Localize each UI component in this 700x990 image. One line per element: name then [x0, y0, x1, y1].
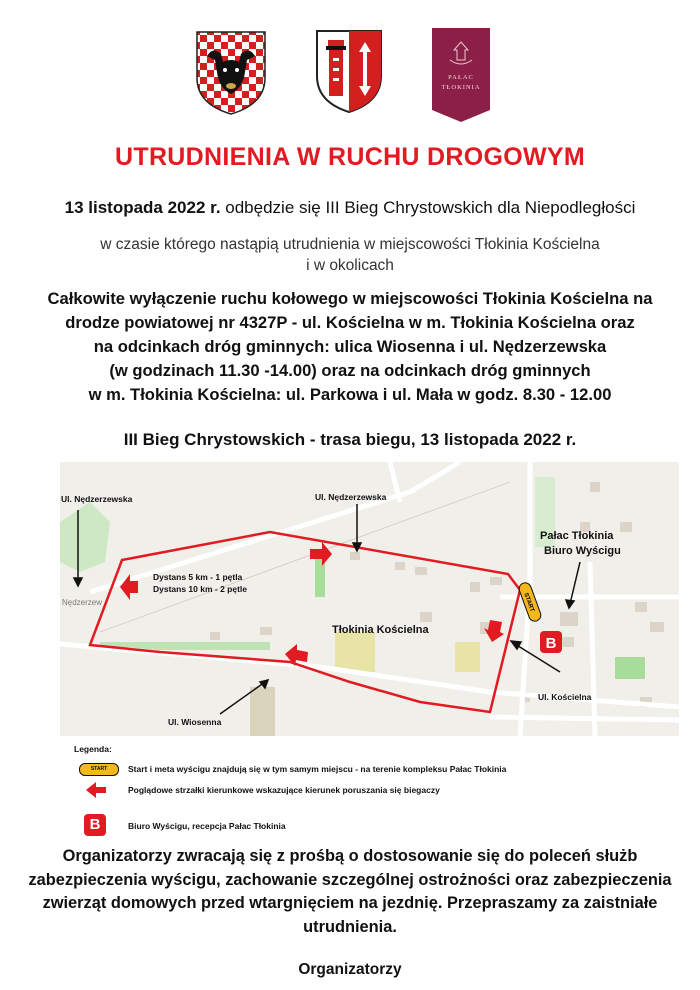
start-marker-label: START: [522, 592, 535, 613]
race-office-badge-letter: B: [545, 635, 557, 652]
intro-date-line: [0, 198, 700, 218]
green-area: [60, 502, 110, 572]
palace-logo: [432, 28, 490, 122]
label-wiosenna: Ul. Wiosenna: [168, 717, 222, 727]
label-distance-5km: Dystans 5 km - 1 pętla: [153, 572, 243, 582]
route-map: [60, 462, 679, 736]
closing-line: Organizatorzy zwracają się z prośbą o dostosowanie się do poleceń służb: [62, 847, 638, 865]
place-nedzerzew: Nędzerzew: [62, 598, 103, 607]
closing-line: zabezpieczenia wyścigu, zachowanie szczególnej ostrożności oraz zabezpieczenia: [28, 870, 672, 889]
closing-line: zwierząt domowych przed wtargnięciem na jezdnię. Przepraszamy za zaistniałe: [42, 894, 658, 912]
rail-line: [100, 482, 510, 632]
legend-item-start: Start i meta wyścigu znajdują się w tym samym miejscu - na terenie kompleksu Pałac Tłokinia: [128, 764, 507, 774]
field-area: [455, 642, 480, 672]
closure-line: na odcinkach dróg gminnych: ulica Wiosenna i ul. Nędzerzewska: [93, 337, 607, 356]
legend-item-office: Biuro Wyścigu, recepcja Pałac Tłokinia: [128, 821, 286, 831]
closure-line: (w godzinach 11.30 -14.00) oraz na odcinkach dróg gminnych: [109, 361, 591, 380]
field-area: [250, 687, 275, 736]
label-pointers: [74, 504, 580, 714]
label-nedzerzewska-top: Ul. Nędzerzewska: [315, 492, 387, 502]
legend-b-badge: B: [84, 814, 106, 836]
closure-line: drodze powiatowej nr 4327P - ul. Kościelna w m. Tłokinia Kościelna oraz: [65, 313, 635, 332]
intro-date: 13 listopada 2022 r.: [64, 198, 221, 217]
page-title: UTRUDNIENIA W RUCHU DROGOWYM: [115, 143, 585, 171]
legend-heading: Legenda:: [74, 744, 112, 754]
label-distance-10km: Dystans 10 km - 2 pętle: [153, 584, 248, 594]
palace-logo-line2: TŁOKINIA: [441, 84, 481, 91]
label-race-office: Biuro Wyścigu: [544, 545, 621, 557]
intro-date-rest: odbędzie się III Bieg Chrystowskich dla Niepodległości: [220, 198, 636, 217]
intro-subtitle: [0, 234, 700, 276]
closing-line: utrudnienia.: [303, 917, 397, 936]
intro-line3: i w okolicach: [306, 257, 394, 274]
tower-coat-of-arms-icon: [314, 28, 384, 114]
route-title: III Bieg Chrystowskich - trasa biegu, 13 listopada 2022 r.: [123, 430, 577, 449]
closure-line: w m. Tłokinia Kościelna: ul. Parkowa i ul. Mała w godz. 8.30 - 12.00: [88, 385, 612, 404]
label-nedzerzewska-left: Ul. Nędzerzewska: [61, 494, 133, 504]
closure-line: Całkowite wyłączenie ruchu kołowego w miejscowości Tłokinia Kościelna na: [47, 289, 653, 308]
legend-item-arrows: Poglądowe strzałki kierunkowe wskazujące kierunek poruszania się biegaczy: [128, 785, 440, 795]
field-area: [335, 632, 375, 672]
map-legend: [74, 742, 634, 842]
route-map-drawing: [60, 462, 679, 736]
label-village: Tłokinia Kościelna: [332, 624, 429, 636]
closure-notice: [0, 287, 700, 407]
green-area: [615, 657, 645, 679]
legend-start-badge: START: [79, 763, 119, 776]
label-palace: Pałac Tłokinia: [540, 530, 614, 542]
signature: Organizatorzy: [298, 961, 402, 978]
palace-logo-line1: PAŁAC: [448, 74, 474, 81]
label-koscielna: Ul. Kościelna: [538, 692, 592, 702]
logo-row: [0, 28, 700, 128]
intro-line2: w czasie którego nastąpią utrudnienia w miejscowości Tłokinia Kościelna: [100, 236, 600, 253]
bull-coat-of-arms-icon: [193, 28, 269, 116]
start-marker: [518, 581, 543, 623]
closing-note: [0, 845, 700, 939]
legend-arrow-icon: [86, 782, 106, 798]
